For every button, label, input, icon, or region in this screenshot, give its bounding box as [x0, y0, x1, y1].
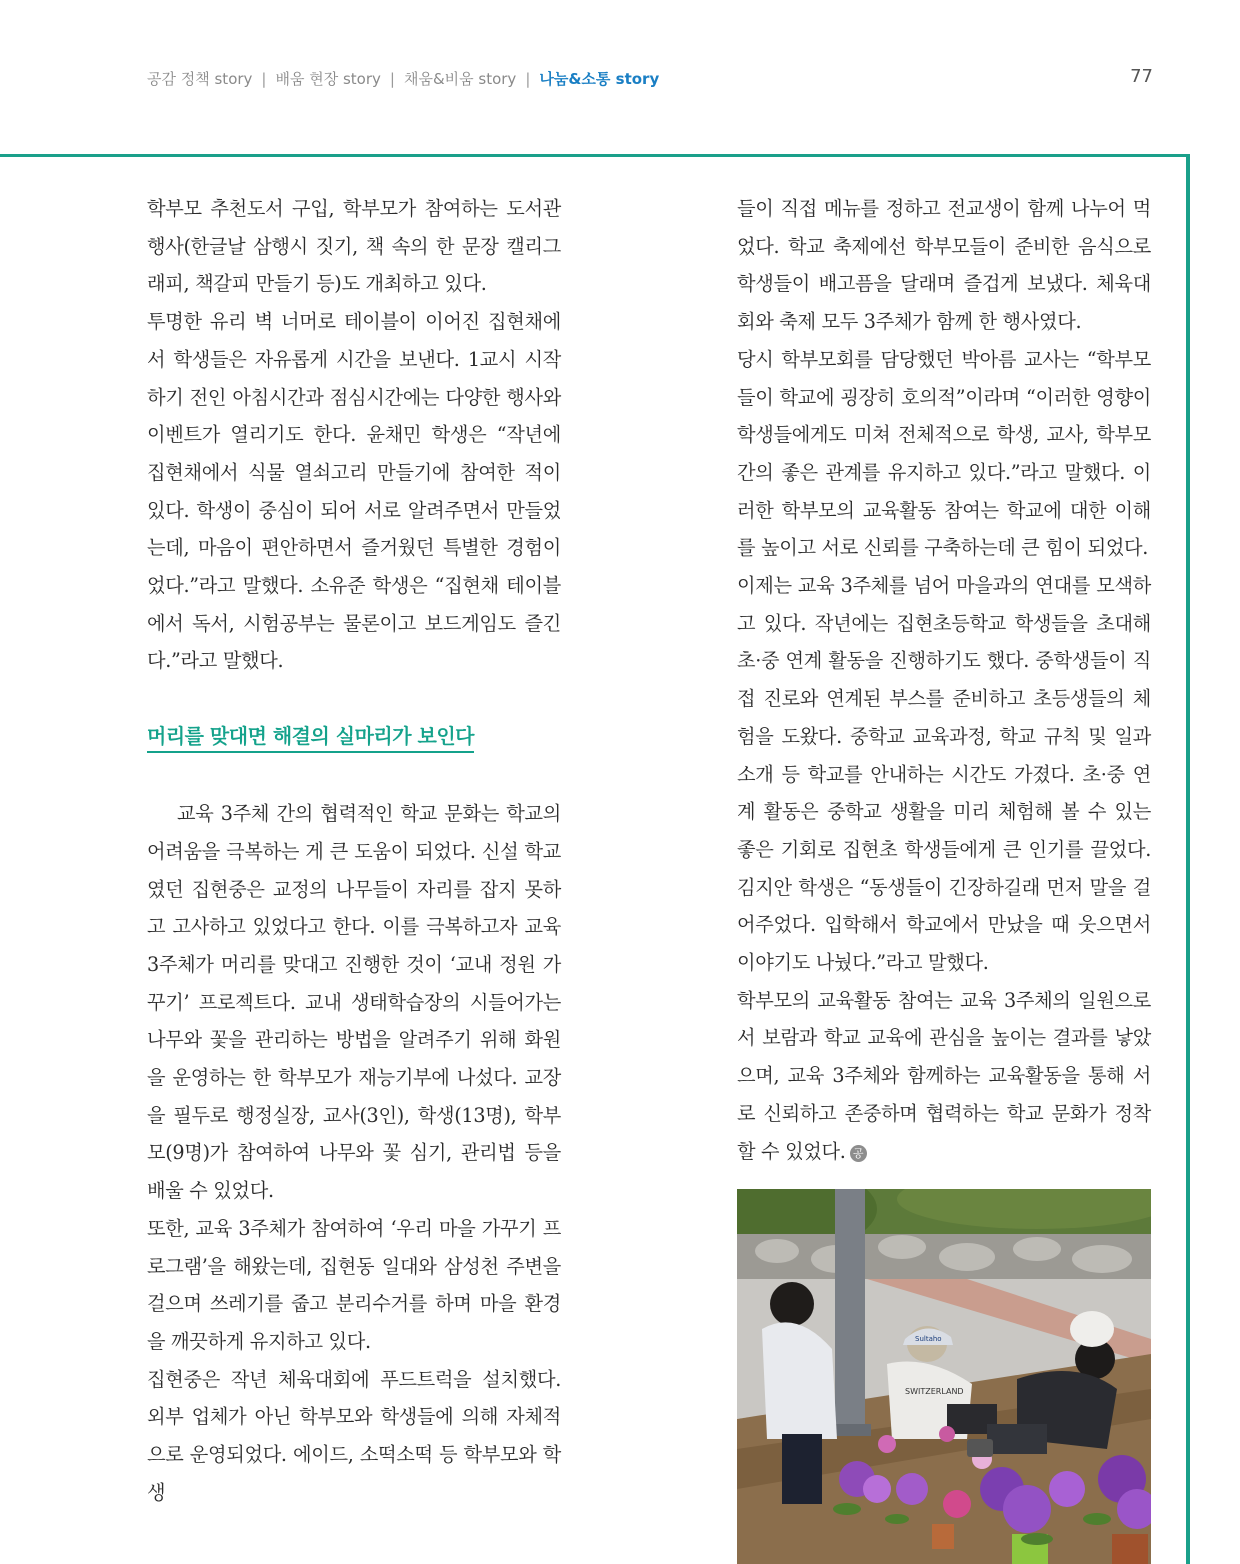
body-paragraph: 이제는 교육 3주체를 넘어 마을과의 연대를 모색하고 있다. 작년에는 집현초등학교 학생들을 초대해 초·중 연계 활동을 진행하기도 했다. 중학생들이 직접 진로와 연계된 부스를 준비하고 초등생들의 체험을 도왔다. 중학교 교육과정, 학교 규칙 및 일과 소개 등 학교를 안내하는 시간도 가졌다. 초·중 연계 활동은 중학교 생활을 미리 체험해 볼 수 있는 좋은 기회로 집현초 학생들에게 큰 인기를 끌었다. 김지안 학생은 “동생들이 긴장하길래 먼저 말을 걸어주었다. 입학해서 학교에서 만났을 때 웃으면서 이야기도 나눴다.”라고 말했다.: [737, 574, 1151, 975]
cap-text: Sultaho: [915, 1335, 942, 1343]
nav-item-learning[interactable]: 배움 현장 story: [275, 70, 381, 88]
body-paragraph: 당시 학부모회를 담당했던 박아름 교사는 “학부모들이 학교에 굉장히 호의적”이라며 “이러한 영향이 학생들에게도 미쳐 전체적으로 학생, 교사, 학부모 간의 좋은 관계를 유지하고 있다.”라고 말했다. 이러한 학부모의 교육활동 참여는 학교에 대한 이해를 높이고 서로 신뢰를 구축하는데 큰 힘이 되었다.: [737, 347, 1151, 560]
section-nav: [147, 68, 659, 89]
nav-separator: |: [525, 70, 531, 88]
nav-item-sharing-active[interactable]: 나눔&소통 story: [539, 70, 660, 88]
plastic-bag: [1070, 1311, 1114, 1347]
student-left: [770, 1282, 814, 1326]
last-paragraph-text: 학부모의 교육활동 참여는 교육 3주체의 일원으로서 보람과 학교 교육에 관심을 높이는 결과를 낳았으며, 교육 3주체와 함께하는 교육활동을 통해 서로 신뢰하고 존중하며 협력하는 학교 문화가 정착할 수 있었다.: [737, 988, 1151, 1163]
body-paragraph: 투명한 유리 벽 너머로 테이블이 이어진 집현채에서 학생들은 자유롭게 시간을 보낸다. 1교시 시작하기 전인 아침시간과 점심시간에는 다양한 행사와 이벤트가 열리기도 한다. 윤채민 학생은 “작년에 집현채에서 식물 열쇠고리 만들기에 참여한 적이 있다. 학생이 중심이 되어 서로 알려주면서 만들었는데, 마음이 편안하면서 즐거웠던 특별한 경험이었다.”라고 말했다. 소유준 학생은 “집현채 테이블에서 독서, 시험공부는 물론이고 보드게임도 즐긴다.”라고 말했다.: [147, 310, 561, 673]
page-number: 77: [1130, 66, 1153, 87]
end-mark-icon: 공: [850, 1145, 867, 1162]
nav-separator: |: [261, 70, 267, 88]
body-paragraph: 집현중은 작년 체육대회에 푸드트럭을 설치했다. 외부 업체가 아닌 학부모와 학생들에 의해 자체적으로 운영되었다. 에이드, 소떡소떡 등 학부모와 학생: [147, 1367, 561, 1504]
running-header: [147, 66, 1157, 92]
body-paragraph: 학부모 추천도서 구입, 학부모가 참여하는 도서관 행사(한글날 삼행시 짓기, 책 속의 한 문장 캘리그래피, 책갈피 만들기 등)도 개최하고 있다.: [147, 197, 561, 296]
body-paragraph: 또한, 교육 3주체가 참여하여 ‘우리 마을 가꾸기 프로그램’을 해왔는데, 집현동 일대와 삼성천 주변을 걸으며 쓰레기를 줍고 분리수거를 하며 마을 환경을 깨끗하게 유지하고 있다.: [147, 1216, 561, 1353]
frame-top-rule: [0, 154, 1190, 157]
left-column: [147, 190, 561, 1512]
garden-illustration: [737, 1189, 1151, 1564]
section-subheading: 머리를 맞대면 해결의 실마리가 보인다: [147, 720, 474, 753]
nav-item-policy[interactable]: 공감 정책 story: [147, 70, 253, 88]
lamp-pole: [835, 1189, 865, 1434]
shirt-text: SWITZERLAND: [905, 1387, 964, 1396]
garden-photo: [737, 1189, 1151, 1564]
nav-separator: |: [389, 70, 395, 88]
body-paragraph-last: [737, 982, 1151, 1171]
nav-item-fill-empty[interactable]: 채움&비움 story: [403, 70, 517, 88]
frame-right-rule: [1186, 154, 1190, 1564]
body-paragraph: 교육 3주체 간의 협력적인 학교 문화는 학교의 어려움을 극복하는 게 큰 도움이 되었다. 신설 학교였던 집현중은 교정의 나무들이 자리를 잡지 못하고 고사하고 있었다고 한다. 이를 극복하고자 교육 3주체가 머리를 맞대고 진행한 것이 ‘교내 정원 가꾸기’ 프로젝트다. 교내 생태학습장의 시들어가는 나무와 꽃을 관리하는 방법을 알려주기 위해 화원을 운영하는 한 학부모가 재능기부에 나섰다. 교장을 필두로 행정실장, 교사(3인), 학생(13명), 학부모(9명)가 참여하여 나무와 꽃 심기, 관리법 등을 배울 수 있었다.: [147, 802, 561, 1203]
body-paragraph: 들이 직접 메뉴를 정하고 전교생이 함께 나누어 먹었다. 학교 축제에선 학부모들이 준비한 음식으로 학생들이 배고픔을 달래며 즐겁게 보냈다. 체육대회와 축제 모두 3주체가 함께 한 행사였다.: [737, 197, 1151, 334]
right-column: [737, 190, 1151, 1170]
